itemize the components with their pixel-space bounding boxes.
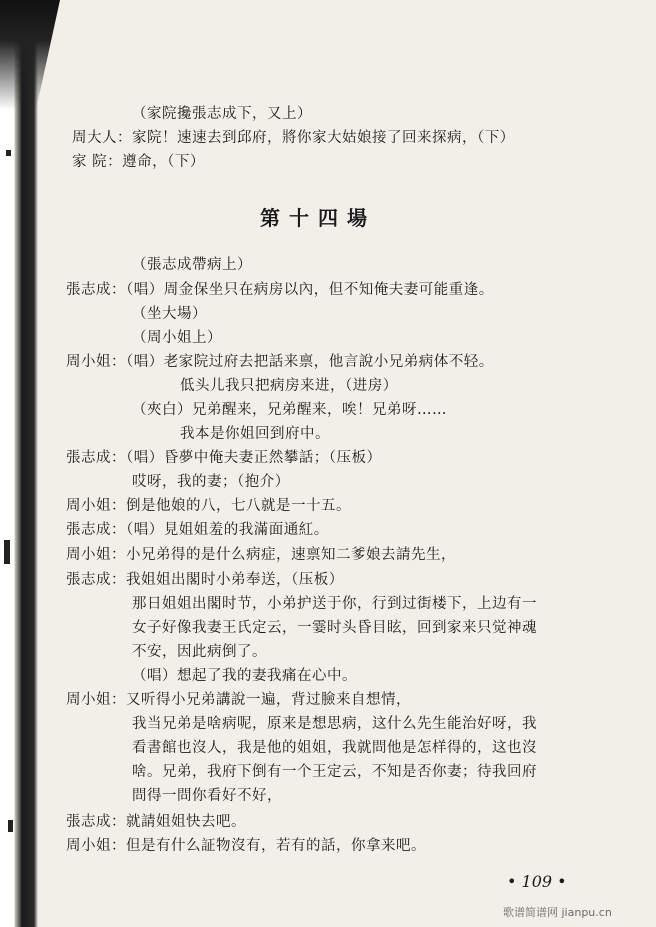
dialogue-line: 我本是你姐回到府中。 xyxy=(180,426,330,442)
dialogue-line: 張志成：（唱）昏夢中俺夫妻正然攀話；（压板） xyxy=(66,450,382,466)
dialogue-line: 周大人：家院！速速去到邱府，將你家大姑娘接了回来探病，（下） xyxy=(72,130,515,146)
binding-shadow xyxy=(0,0,38,927)
dialogue-line: 張志成：（唱）見姐姐羞的我滿面通紅。 xyxy=(66,522,329,538)
binding-corner-shadow xyxy=(0,0,60,110)
stage-direction: （張志成帶病上） xyxy=(132,257,252,273)
dialogue-line: 啥。兄弟，我府下倒有一个王定云，不知是否你妻；待我回府 xyxy=(132,764,537,780)
stage-direction: （周小姐上） xyxy=(132,330,222,346)
scene-title: 第十四場 xyxy=(260,206,376,230)
dialogue-line: （唱）想起了我的妻我痛在心中。 xyxy=(132,668,357,684)
dialogue-line: 女子好像我妻王氏定云，一霎时头昏目眩，回到家来只觉神魂 xyxy=(132,620,537,636)
site-watermark: 歌谱简谱网 jianpu.cn xyxy=(503,906,612,919)
page-number: • 109 • xyxy=(507,872,567,891)
dialogue-line: 張志成：就請姐姐快去吧。 xyxy=(66,814,246,830)
dialogue-line: 低头儿我只把病房来进，（进房） xyxy=(180,378,398,394)
dialogue-line: 周小姐：又听得小兄弟講說一遍，背过臉来自想情， xyxy=(66,692,411,708)
binding-tick xyxy=(6,150,11,156)
dialogue-line: 問得一問你看好不好， xyxy=(132,788,282,804)
dialogue-line: 看書館也沒人，我是他的姐姐，我就問他是怎样得的，这也沒 xyxy=(132,740,537,756)
dialogue-line: 張志成：我姐姐出閣时小弟奉送，（压板） xyxy=(66,572,344,588)
dialogue-line: 哎呀，我的妻；（抱介） xyxy=(132,474,290,490)
stage-direction: （家院攙張志成下，又上） xyxy=(132,106,312,122)
stage-direction: （坐大場） xyxy=(132,306,207,322)
dialogue-line: 周小姐：倒是他娘的八，七八就是一十五。 xyxy=(66,498,351,514)
dialogue-line: 家 院：遵命，（下） xyxy=(72,154,205,170)
dialogue-line: 周小姐：（唱）老家院过府去把話来禀，他言說小兄弟病体不轻。 xyxy=(66,354,494,370)
dialogue-line: 我当兄弟是啥病呢，原来是想思病，这什么先生能治好呀，我 xyxy=(132,716,537,732)
binding-tick xyxy=(4,540,10,564)
dialogue-line: 周小姐：小兄弟得的是什么病症，速禀知二爹娘去請先生， xyxy=(66,547,456,563)
binding-tick xyxy=(8,820,13,832)
dialogue-line: 不安，因此病倒了。 xyxy=(132,644,267,660)
dialogue-line: 周小姐：但是有什么証物沒有，若有的話，你拿来吧。 xyxy=(66,838,426,854)
dialogue-line: （夾白）兄弟醒来，兄弟醒来，唉！兄弟呀…… xyxy=(132,402,447,418)
dialogue-line: 張志成：（唱）周金保坐只在病房以內，但不知俺夫妻可能重逢。 xyxy=(66,282,494,298)
dialogue-line: 那日姐姐出閣时节，小弟护送于你，行到过街楼下，上边有一 xyxy=(132,596,537,612)
